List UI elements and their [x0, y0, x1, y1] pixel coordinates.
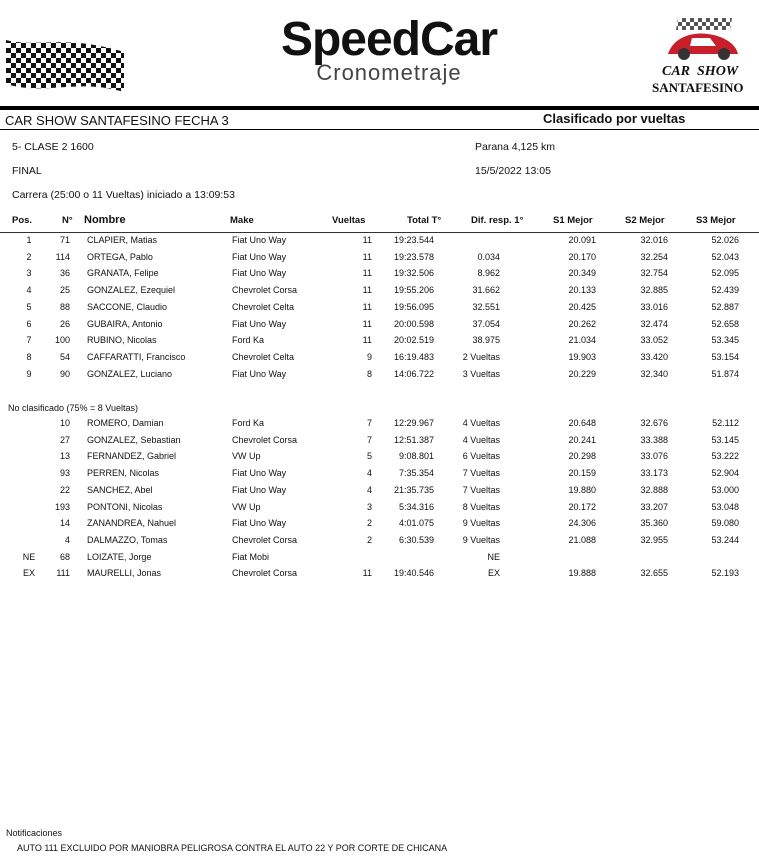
cell-s1: 19.880	[568, 484, 596, 495]
cell-name: FERNANDEZ, Gabriel	[87, 451, 177, 462]
cell-s1: 20.159	[568, 468, 596, 479]
cell-laps: 2	[366, 518, 372, 529]
cell-laps: 2	[366, 534, 372, 545]
cell-make: VW Up	[232, 501, 261, 512]
cell-total: 20:02.519	[393, 335, 434, 346]
col-header-dif: Dif. resp. 1°	[471, 215, 524, 226]
brand-title: SpeedCar	[280, 13, 498, 66]
cell-dif: 8 Vueltas	[462, 501, 500, 512]
cell-total: 12:51.387	[393, 434, 434, 445]
table-row	[0, 300, 759, 317]
cell-make: Ford Ka	[232, 418, 265, 428]
cell-dif: NE	[487, 551, 500, 562]
cell-laps: 9	[366, 351, 372, 362]
cell-total: 5:34.316	[398, 501, 434, 512]
cell-s1: 20.425	[568, 301, 596, 312]
cell-s3: 53.222	[711, 451, 739, 462]
table-row	[0, 266, 759, 283]
cell-s3: 52.904	[711, 468, 739, 479]
car-show-logo-line2: SANTAFESINO	[652, 80, 744, 95]
cell-dif: 0.034	[477, 251, 500, 262]
cell-nro: 25	[59, 285, 70, 296]
col-header-vueltas: Vueltas	[332, 215, 366, 226]
table-row	[0, 250, 759, 267]
cell-dif: 9 Vueltas	[462, 518, 500, 529]
cell-make: Fiat Uno Way	[232, 518, 287, 529]
cell-laps: 5	[366, 451, 372, 462]
cell-s2: 32.655	[640, 568, 668, 579]
cell-nro: 26	[59, 318, 70, 329]
table-row	[0, 333, 759, 350]
table-row	[0, 416, 759, 433]
car-show-logo	[646, 14, 756, 98]
cell-dif: EX	[487, 568, 500, 579]
cell-name: GONZALEZ, Ezequiel	[87, 285, 176, 296]
cell-dif: 31.662	[472, 285, 500, 296]
cell-nro: 111	[56, 568, 70, 579]
cell-dif: 7 Vueltas	[462, 484, 500, 495]
cell-name: ORTEGA, Pablo	[87, 251, 153, 262]
cell-total: 16:19.483	[393, 351, 434, 362]
table-row	[0, 449, 759, 466]
cell-name: GUBAIRA, Antonio	[87, 318, 163, 329]
cell-s3: 59.080	[711, 518, 739, 529]
cell-make: Fiat Uno Way	[232, 468, 287, 479]
table-row	[0, 466, 759, 483]
col-header-nombre: Nombre	[84, 214, 126, 226]
col-header-s2: S2 Mejor	[625, 215, 665, 226]
table-row	[0, 533, 759, 550]
event-date: 15/5/2022 13:05	[475, 165, 551, 177]
table-row	[0, 433, 759, 450]
table-row	[0, 516, 759, 533]
cell-s3: 52.658	[711, 318, 739, 329]
cell-make: Chevrolet Celta	[232, 351, 295, 362]
cell-laps: 11	[362, 285, 372, 296]
cell-nro: 10	[59, 418, 70, 428]
cell-s2: 32.955	[640, 534, 668, 545]
cell-pos: NE	[22, 551, 36, 562]
cell-s3: 51.874	[711, 368, 739, 379]
cell-name: LOIZATE, Jorge	[87, 551, 152, 562]
cell-make: Fiat Uno Way	[232, 484, 287, 495]
cell-name: GONZALEZ, Sebastian	[87, 434, 181, 445]
speedcar-logo	[264, 14, 514, 86]
cell-name: RUBINO, Nicolas	[87, 335, 157, 346]
cell-total: 21:35.735	[393, 484, 434, 495]
cell-s2: 33.173	[640, 468, 668, 479]
cell-nro: 88	[59, 301, 70, 312]
cell-laps: 11	[362, 335, 372, 346]
cell-total: 6:30.539	[398, 534, 434, 545]
cell-s3: 53.145	[711, 434, 739, 445]
cell-make: Fiat Uno Way	[232, 235, 287, 245]
cell-s3: 52.026	[711, 235, 739, 245]
cell-make: Fiat Uno Way	[232, 318, 287, 329]
cell-s3: 53.345	[711, 335, 739, 346]
checkered-flag-icon	[6, 38, 124, 94]
cell-name: DALMAZZO, Tomas	[87, 534, 168, 545]
cell-s3: 52.095	[711, 268, 739, 279]
cell-dif: 4 Vueltas	[462, 434, 500, 445]
table-row	[0, 350, 759, 367]
cell-dif: 3 Vueltas	[462, 368, 500, 379]
notifications-text: AUTO 111 EXCLUIDO POR MANIOBRA PELIGROSA CONTRA EL AUTO 22 Y POR CORTE DE CHICANA	[17, 843, 448, 853]
cell-dif: 32.551	[472, 301, 500, 312]
cell-nro: 22	[59, 484, 70, 495]
race-info: Carrera (25:00 o 11 Vueltas) iniciado a 13:09:53	[12, 189, 235, 201]
cell-laps: 4	[366, 484, 372, 495]
cell-s1: 21.088	[568, 534, 596, 545]
session-name: FINAL	[12, 165, 42, 177]
brand-subtitle: Cronometraje	[316, 60, 462, 85]
cell-pos: 4	[26, 285, 32, 296]
cell-nro: 54	[59, 351, 70, 362]
cell-s2: 32.254	[640, 251, 668, 262]
cell-s1: 21.034	[568, 335, 596, 346]
cell-nro: 193	[54, 501, 70, 512]
cell-s1: 20.298	[568, 451, 596, 462]
cell-make: Fiat Uno Way	[232, 268, 287, 279]
col-header-make: Make	[230, 215, 254, 226]
cell-s3: 52.887	[711, 301, 739, 312]
cell-s2: 33.207	[640, 501, 668, 512]
cell-total: 20:00.598	[393, 318, 434, 329]
cell-dif: 9 Vueltas	[462, 534, 500, 545]
cell-s2: 33.016	[640, 301, 668, 312]
cell-s2: 32.676	[640, 418, 668, 428]
cell-laps: 11	[362, 568, 372, 579]
cell-make: Chevrolet Corsa	[232, 285, 298, 296]
cell-s3: 52.043	[711, 251, 739, 262]
notifications-title: Notificaciones	[6, 828, 63, 838]
cell-nro: 68	[59, 551, 70, 562]
cell-pos: 5	[26, 301, 32, 312]
table-row	[0, 367, 759, 384]
cell-total: 19:55.206	[393, 285, 434, 296]
col-header-total: Total T°	[407, 215, 442, 226]
cell-s1: 20.648	[568, 418, 596, 428]
cell-total: 19:23.544	[393, 235, 434, 245]
cell-dif: 4 Vueltas	[462, 418, 500, 428]
cell-laps: 11	[362, 268, 372, 279]
cell-s1: 24.306	[568, 518, 596, 529]
cell-laps: 7	[366, 434, 372, 445]
cell-name: CLAPIER, Matias	[87, 235, 158, 245]
cell-dif: 6 Vueltas	[462, 451, 500, 462]
cell-name: CAFFARATTI, Francisco	[87, 351, 186, 362]
cell-dif: 37.054	[472, 318, 500, 329]
cell-name: GONZALEZ, Luciano	[87, 368, 173, 379]
cell-s1: 20.172	[568, 501, 596, 512]
table-row	[0, 566, 759, 583]
table-row	[0, 283, 759, 300]
cell-laps: 7	[366, 418, 372, 428]
col-header-pos: Pos.	[12, 215, 33, 226]
table-row	[0, 500, 759, 517]
cell-nro: 13	[59, 451, 70, 462]
cell-s3: 53.244	[711, 534, 739, 545]
cell-name: ZANANDREA, Nahuel	[87, 518, 177, 529]
report-type: Clasificado por vueltas	[543, 111, 686, 126]
cell-make: Fiat Mobi	[232, 551, 270, 562]
cell-name: GRANATA, Felipe	[87, 268, 159, 279]
cell-total: 12:29.967	[393, 418, 434, 428]
cell-laps: 11	[362, 251, 372, 262]
cell-dif: 38.975	[472, 335, 500, 346]
cell-pos: 1	[26, 235, 32, 245]
cell-laps: 11	[362, 301, 372, 312]
cell-pos: EX	[22, 568, 35, 579]
table-row	[0, 233, 759, 250]
not-classified-label: No clasificado (75% = 8 Vueltas)	[8, 403, 138, 413]
cell-s3: 52.112	[712, 418, 739, 428]
cell-s3: 52.439	[711, 285, 739, 296]
cell-s1: 20.229	[568, 368, 596, 379]
cell-make: Chevrolet Corsa	[232, 534, 298, 545]
cell-nro: 90	[59, 368, 70, 379]
cell-s2: 32.888	[640, 484, 668, 495]
cell-total: 19:23.578	[393, 251, 434, 262]
cell-s3: 53.154	[711, 351, 739, 362]
event-title: CAR SHOW SANTAFESINO FECHA 3	[5, 113, 229, 128]
cell-s2: 32.474	[640, 318, 668, 329]
cell-s2: 33.052	[640, 335, 668, 346]
cell-make: Fiat Uno Way	[232, 251, 287, 262]
cell-s3: 53.000	[711, 484, 739, 495]
cell-s1: 20.091	[568, 235, 596, 245]
table-row	[0, 483, 759, 500]
cell-total: 19:40.546	[393, 568, 434, 579]
cell-pos: 2	[26, 251, 32, 262]
cell-s1: 20.241	[568, 434, 596, 445]
table-row	[0, 317, 759, 334]
cell-nro: 27	[59, 434, 70, 445]
cell-s2: 33.420	[640, 351, 668, 362]
car-show-logo-line1: CAR SHOW	[662, 64, 739, 79]
cell-dif: 7 Vueltas	[462, 468, 500, 479]
cell-make: Ford Ka	[232, 335, 265, 346]
class-name: 5- CLASE 2 1600	[12, 141, 94, 153]
cell-s1: 19.888	[568, 568, 596, 579]
col-header-nro: N°	[62, 215, 73, 226]
cell-s2: 35.360	[640, 518, 668, 529]
cell-nro: 100	[54, 335, 70, 346]
cell-s1: 19.903	[568, 351, 596, 362]
cell-make: Chevrolet Celta	[232, 301, 295, 312]
cell-laps: 11	[362, 318, 372, 329]
cell-pos: 9	[26, 368, 32, 379]
col-header-s1: S1 Mejor	[553, 215, 593, 226]
event-divider	[0, 129, 759, 130]
cell-make: Fiat Uno Way	[232, 368, 287, 379]
cell-nro: 36	[59, 268, 70, 279]
cell-make: Chevrolet Corsa	[232, 568, 298, 579]
cell-pos: 3	[26, 268, 32, 279]
table-row	[0, 550, 759, 567]
cell-s2: 32.340	[640, 368, 668, 379]
cell-laps: 8	[366, 368, 372, 379]
cell-pos: 6	[26, 318, 32, 329]
cell-pos: 7	[26, 335, 32, 346]
cell-nro: 71	[59, 235, 70, 245]
cell-s2: 32.016	[640, 235, 668, 245]
cell-s1: 20.133	[568, 285, 596, 296]
cell-laps: 3	[366, 501, 372, 512]
cell-total: 14:06.722	[393, 368, 434, 379]
cell-name: PONTONI, Nicolas	[87, 501, 163, 512]
race-car-icon	[646, 14, 756, 62]
cell-pos: 8	[26, 351, 32, 362]
cell-total: 4:01.075	[398, 518, 434, 529]
cell-s1: 20.349	[568, 268, 596, 279]
cell-name: SACCONE, Claudio	[87, 301, 168, 312]
cell-nro: 14	[59, 518, 70, 529]
track-info: Parana 4,125 km	[475, 141, 555, 153]
cell-s2: 33.388	[640, 434, 668, 445]
cell-laps: 4	[366, 468, 372, 479]
cell-dif: 2 Vueltas	[462, 351, 500, 362]
cell-total: 9:08.801	[398, 451, 434, 462]
cell-nro: 4	[64, 534, 70, 545]
cell-dif: 8.962	[477, 268, 500, 279]
cell-make: VW Up	[232, 451, 261, 462]
cell-laps: 11	[362, 235, 372, 245]
cell-s2: 33.076	[640, 451, 668, 462]
cell-total: 7:35.354	[398, 468, 434, 479]
cell-total: 19:32.506	[393, 268, 434, 279]
cell-s3: 53.048	[711, 501, 739, 512]
cell-make: Chevrolet Corsa	[232, 434, 298, 445]
cell-s2: 32.885	[640, 285, 668, 296]
cell-name: SANCHEZ, Abel	[87, 484, 153, 495]
cell-s2: 32.754	[640, 268, 668, 279]
cell-total: 19:56.095	[393, 301, 434, 312]
cell-nro: 114	[55, 251, 70, 262]
cell-name: PERREN, Nicolas	[87, 468, 160, 479]
cell-name: MAURELLI, Jonas	[87, 568, 162, 579]
cell-name: ROMERO, Damian	[87, 418, 164, 428]
header-divider	[0, 106, 759, 110]
cell-s1: 20.170	[568, 251, 596, 262]
cell-s1: 20.262	[568, 318, 596, 329]
col-header-s3: S3 Mejor	[696, 215, 736, 226]
cell-s3: 52.193	[711, 568, 739, 579]
cell-nro: 93	[59, 468, 70, 479]
